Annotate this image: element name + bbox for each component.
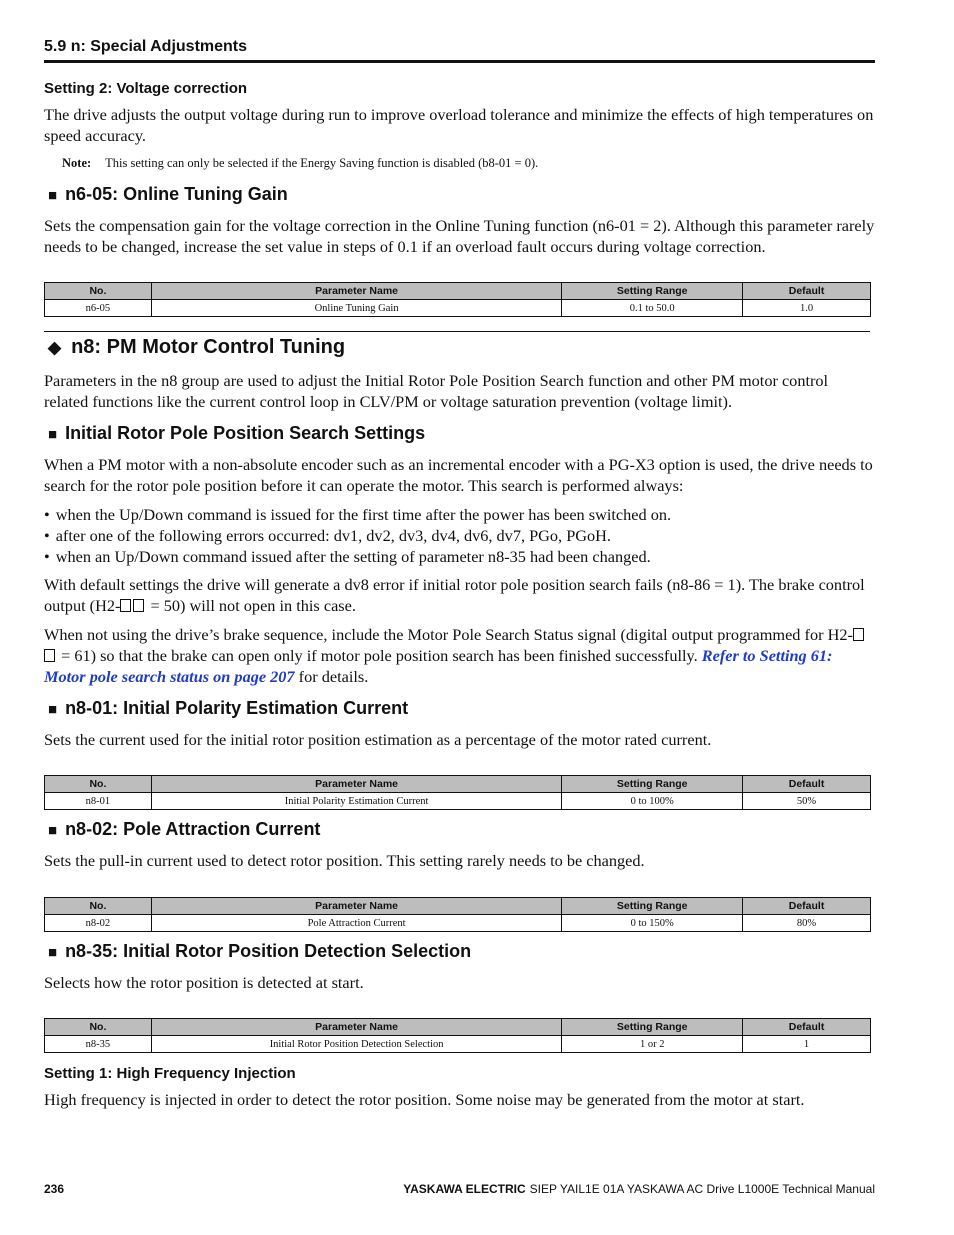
cell-no: n8-01 [45,793,152,810]
cell-no: n6-05 [45,300,152,317]
cell-range: 0.1 to 50.0 [562,300,743,317]
square-bullet-icon: ■ [48,701,58,718]
footer-brand: YASKAWA ELECTRIC [403,1182,526,1196]
col-header-range: Setting Range [562,1019,743,1036]
initial-search-body: When a PM motor with a non-absolute encoder such as an incremental encoder with a PG-X3 option is used, the drive needs to search for the rotor pole position before it can operate the motor. This search is performed always: [44,455,873,495]
square-bullet-icon: ■ [48,944,58,961]
heading-text: n8: PM Motor Control Tuning [71,336,346,358]
setting1-body: High frequency is injected in order to detect the rotor position. Some noise may be generated from the motor at start. [44,1090,805,1109]
table-header-row [45,283,871,300]
cell-no: n8-35 [45,1036,152,1053]
n8-01-body: Sets the current used for the initial rotor position estimation as a percentage of the motor rated current. [44,730,712,749]
n8-body: Parameters in the n8 group are used to adjust the Initial Rotor Pole Position Search function and other PM motor control related functions like the current control loop in CLV/PM or voltage saturation prevention (voltage limit). [44,371,829,411]
cell-default: 1 [743,1036,871,1053]
cell-name: Online Tuning Gain [151,300,561,317]
col-header-name: Parameter Name [151,1019,561,1036]
setting2-note [62,156,538,171]
list-item: • when an Up/Down command issued after the setting of parameter n8-35 had been changed. [44,546,876,567]
n8-01-heading [48,698,408,719]
cell-range: 0 to 150% [562,915,743,932]
col-header-no: No. [45,776,152,793]
cell-default: 50% [743,793,871,810]
parameter-table-n8-02 [44,897,871,932]
square-bullet-icon: ■ [48,187,58,204]
cell-name: Initial Polarity Estimation Current [151,793,561,810]
text-part: = 61) so that the brake can open only if motor pole position search has been finished successfully. [57,646,698,665]
link-text[interactable]: Refer to [701,646,756,665]
heading-text: Initial Rotor Pole Position Search Settings [65,423,426,443]
section-divider [44,331,870,332]
col-header-range: Setting Range [562,898,743,915]
n6-05-body: Sets the compensation gain for the voltage correction in the Online Tuning function (n6-01 = 2). Although this parameter rarely needs to be changed, increase the set value in steps of 0.1 if an overload fault occurs during voltage correction. [44,216,875,256]
cell-name: Pole Attraction Current [151,915,561,932]
setting2-body: The drive adjusts the output voltage during run to improve overload tolerance and minimize the effects of high temperatures on speed accuracy. [44,105,874,145]
parameter-table-n6-05 [44,282,871,317]
col-header-name: Parameter Name [151,776,561,793]
placeholder-box-icon [44,649,55,662]
text-part: When not using the drive’s brake sequence, include the Motor Pole Search Status signal (digital output programmed for H2- [44,625,853,644]
col-header-default: Default [743,1019,871,1036]
setting2-heading: Setting 2: Voltage correction [44,80,248,97]
footer-title [403,1182,875,1196]
col-header-default: Default [743,283,871,300]
heading-text: n6-05: Online Tuning Gain [65,184,288,204]
col-header-default: Default [743,776,871,793]
placeholder-box-icon [120,599,131,612]
square-bullet-icon: ■ [48,822,58,839]
square-bullet-icon: ■ [48,426,58,443]
n8-heading [48,336,345,359]
parameter-table-n8-01 [44,775,871,810]
text-part: for details. [294,667,369,686]
n8-02-body: Sets the pull-in current used to detect rotor position. This setting rarely needs to be changed. [44,851,645,870]
n6-05-heading [48,184,288,205]
cell-no: n8-02 [45,915,152,932]
list-item: • after one of the following errors occurred: dv1, dv2, dv3, dv4, dv6, dv7, PGo, PGoH. [44,525,876,546]
page-header [44,38,875,63]
heading-text: n8-35: Initial Rotor Position Detection Selection [65,941,472,961]
note-text: This setting can only be selected if the Energy Saving function is disabled (b8-01 = 0). [105,156,539,170]
heading-text: n8-02: Pole Attraction Current [65,819,321,839]
list-item: • when the Up/Down command is issued for the first time after the power has been switched on. [44,504,876,525]
initial-search-heading [48,423,425,444]
cell-default: 80% [743,915,871,932]
table-header-row [45,1019,871,1036]
n8-02-heading [48,819,320,840]
col-header-no: No. [45,898,152,915]
text-part: = 50) will not open in this case. [146,596,356,615]
note-label: Note: [62,156,92,170]
link-text[interactable]: Setting 61: Motor pole search status on page 207 [44,646,833,686]
col-header-range: Setting Range [562,283,743,300]
table-row [45,1036,871,1053]
page-number: 236 [44,1182,65,1196]
table-row [45,300,871,317]
col-header-range: Setting Range [562,776,743,793]
placeholder-box-icon [133,599,144,612]
cell-default: 1.0 [743,300,871,317]
setting1-heading: Setting 1: High Frequency Injection [44,1065,296,1082]
col-header-name: Parameter Name [151,898,561,915]
col-header-default: Default [743,898,871,915]
col-header-name: Parameter Name [151,283,561,300]
col-header-no: No. [45,283,152,300]
col-header-no: No. [45,1019,152,1036]
table-row [45,915,871,932]
table-header-row [45,776,871,793]
cell-range: 1 or 2 [562,1036,743,1053]
search-conditions-list [44,504,876,567]
diamond-bullet-icon: ◆ [48,338,62,357]
n8-35-body: Selects how the rotor position is detected at start. [44,973,364,992]
footer-doc-title: SIEP YAIL1E 01A YASKAWA AC Drive L1000E Technical Manual [529,1182,875,1196]
default-settings-paragraph [44,574,876,616]
cell-range: 0 to 100% [562,793,743,810]
n8-35-heading [48,941,471,962]
section-title: 5.9 n: Special Adjustments [44,38,248,55]
text-part: With default settings the drive will generate a dv8 error if initial rotor pole position search fails (n8-86 = 1). The brake control output (H2- [44,575,865,615]
parameter-table-n8-35 [44,1018,871,1053]
heading-text: n8-01: Initial Polarity Estimation Current [65,698,409,718]
table-row [45,793,871,810]
brake-sequence-paragraph [44,624,876,687]
cell-name: Initial Rotor Position Detection Selection [151,1036,561,1053]
placeholder-box-icon [853,628,864,641]
table-header-row [45,898,871,915]
